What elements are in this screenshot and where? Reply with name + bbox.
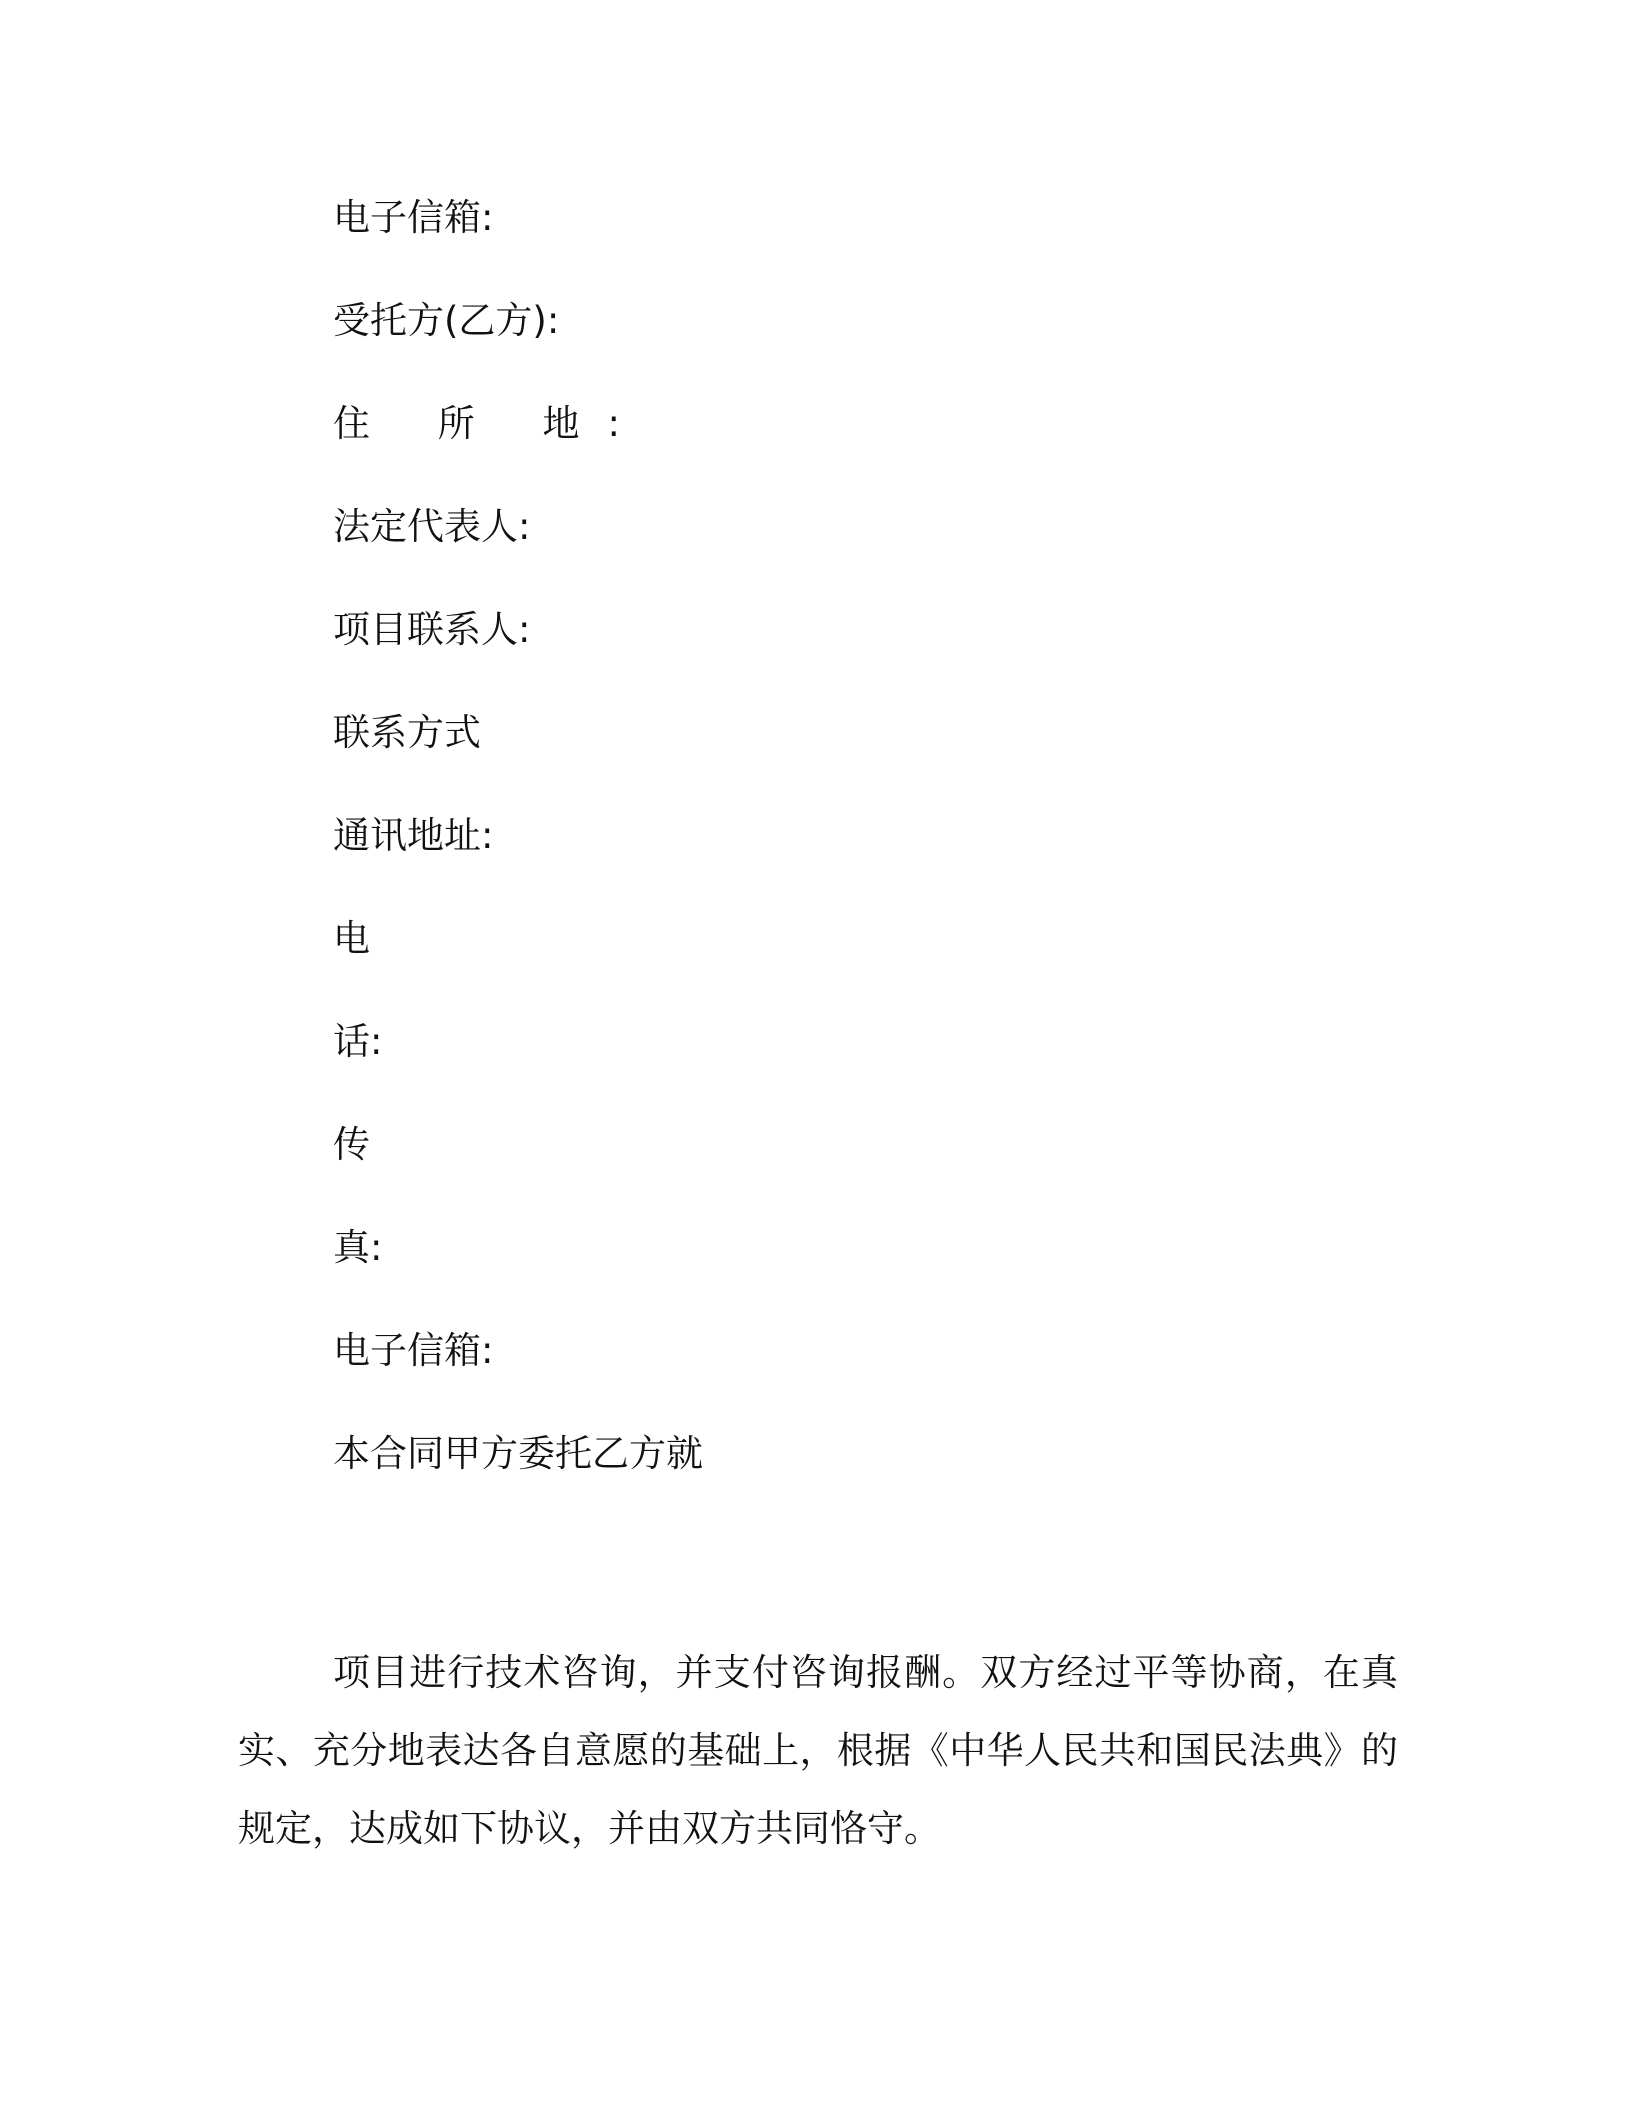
party-b-phone-label-part1: 电 — [333, 917, 370, 960]
party-b-fax-label-part1: 传 — [333, 1123, 370, 1166]
party-b-fax-label-part2: 真: — [333, 1226, 383, 1269]
party-b-contact-method-label: 联系方式 — [333, 711, 481, 754]
party-b-phone-label-part2: 话: — [333, 1020, 383, 1063]
party-b-legal-rep-label: 法定代表人: — [333, 505, 531, 548]
party-b-project-contact-label: 项目联系人: — [333, 608, 531, 651]
party-b-mailing-address-label: 通讯地址: — [333, 814, 494, 857]
contract-intro-line: 本合同甲方委托乙方就 — [333, 1432, 703, 1475]
party-b-domicile-label: 住 所 地: — [333, 402, 648, 445]
party-b-title: 受托方(乙方): — [333, 299, 560, 342]
party-b-email-label: 电子信箱: — [333, 1329, 494, 1372]
party-a-email-label: 电子信箱: — [333, 196, 494, 239]
contract-purpose-paragraph: 项目进行技术咨询，并支付咨询报酬。双方经过平等协商，在真实、充分地表达各自意愿的基础上，根据《中华人民共和国民法典》的规定，达成如下协议，并由双方共同恪守。 — [238, 1651, 1398, 1850]
